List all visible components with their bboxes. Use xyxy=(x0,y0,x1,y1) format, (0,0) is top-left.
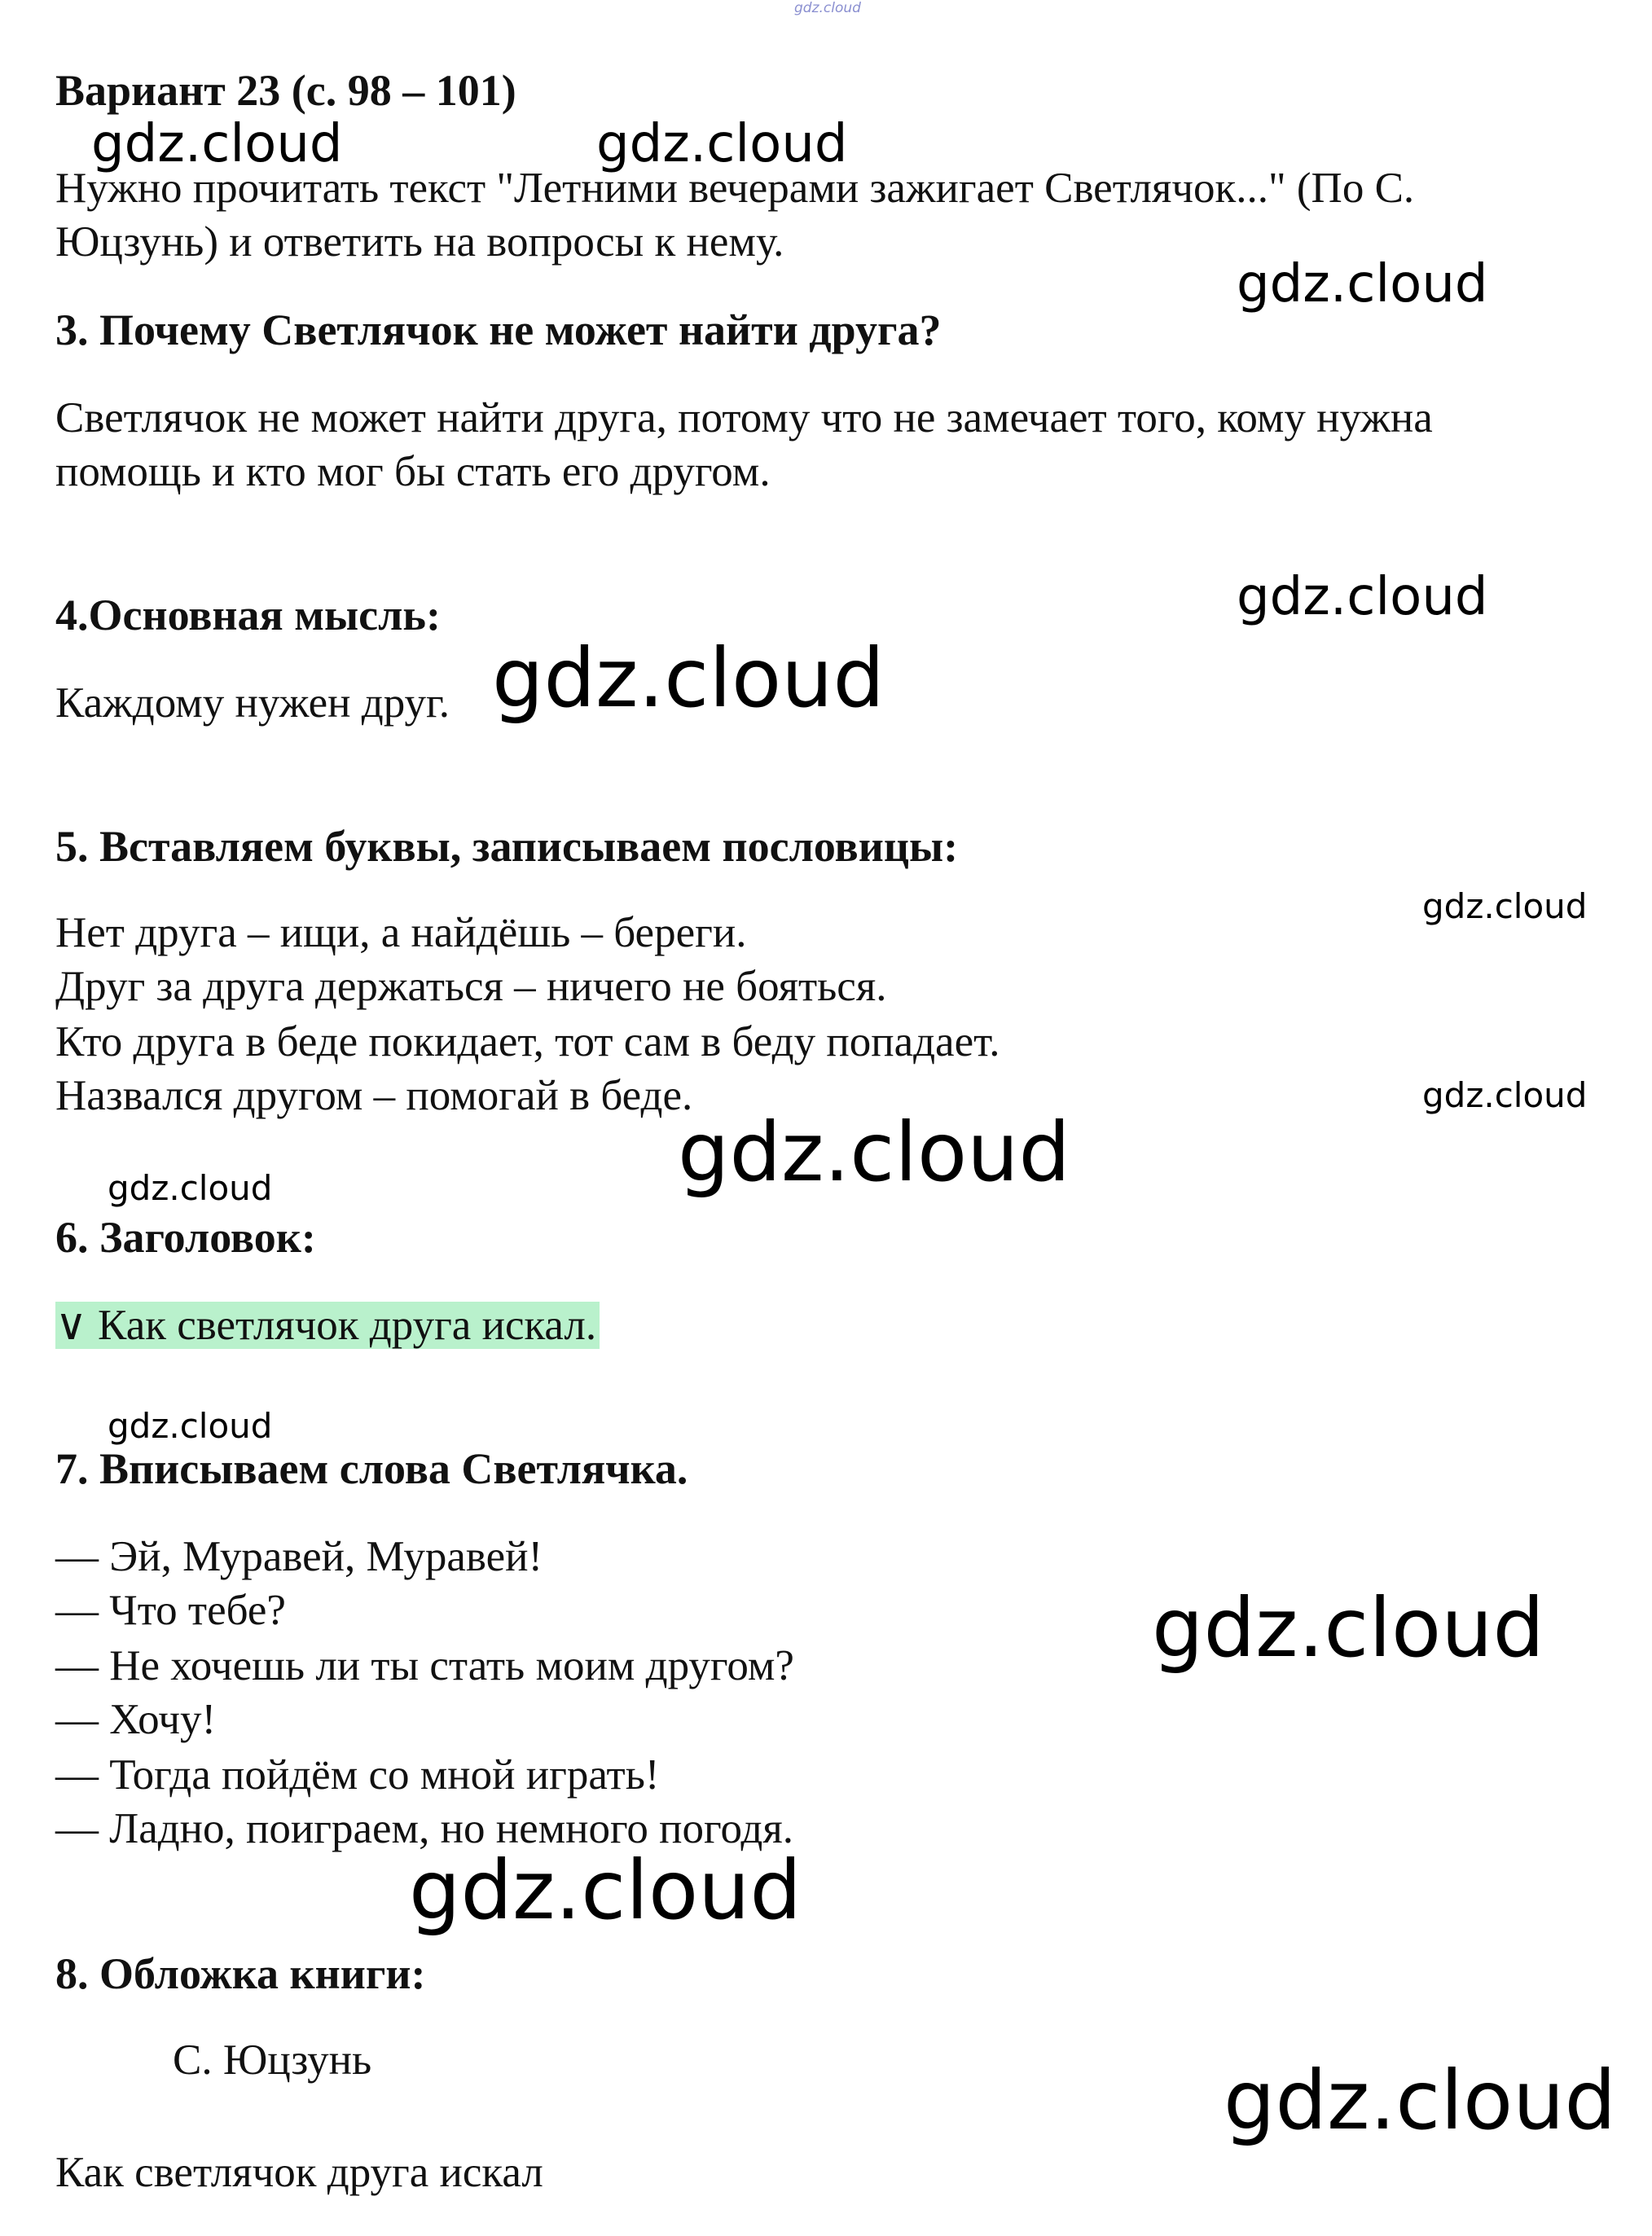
q4-answer: Каждому нужен друг. xyxy=(55,679,450,727)
watermark-1: gdz.cloud xyxy=(91,114,343,174)
watermark-12: gdz.cloud xyxy=(409,1843,802,1938)
proverb-2: Друг за друга держаться – ничего не бояться. xyxy=(55,963,887,1010)
dialog-line-2: — Что тебе? xyxy=(55,1587,286,1634)
q6-answer-highlight: ∨ Как светлячок друга искал. xyxy=(55,1302,600,1349)
watermark-4: gdz.cloud xyxy=(1237,567,1488,627)
watermark-13: gdz.cloud xyxy=(1224,2053,1617,2148)
q3-heading: 3. Почему Светлячок не может найти друга? xyxy=(55,305,942,354)
watermark-2: gdz.cloud xyxy=(596,114,848,174)
watermark-8: gdz.cloud xyxy=(678,1105,1071,1200)
intro-line-1: Нужно прочитать текст "Летними вечерами зажигает Светлячок..." (По С. xyxy=(55,165,1415,212)
q6-heading: 6. Заголовок: xyxy=(55,1213,316,1262)
dialog-line-6: — Ладно, поиграем, но немного погодя. xyxy=(55,1805,794,1852)
q8-heading: 8. Обложка книги: xyxy=(55,1949,426,1998)
dialog-line-4: — Хочу! xyxy=(55,1696,217,1743)
proverb-4: Назвался другом – помогай в беде. xyxy=(55,1072,693,1119)
cover-title: Как светлячок друга искал xyxy=(55,2149,543,2196)
proverb-1: Нет друга – ищи, а найдёшь – береги. xyxy=(55,909,747,956)
q7-heading: 7. Вписываем слова Светлячка. xyxy=(55,1444,688,1493)
watermark-9: gdz.cloud xyxy=(108,1168,273,1208)
proverb-3: Кто друга в беде покидает, тот сам в беду попадает. xyxy=(55,1018,1000,1065)
watermark-7: gdz.cloud xyxy=(1422,1075,1588,1115)
watermark-5: gdz.cloud xyxy=(492,630,885,726)
q3-answer-line-1: Светлячок не может найти друга, потому что не замечает того, кому нужна xyxy=(55,394,1433,441)
cover-author: С. Юцзунь xyxy=(173,2036,372,2084)
watermark-6: gdz.cloud xyxy=(1422,886,1588,926)
dialog-line-3: — Не хочешь ли ты стать моим другом? xyxy=(55,1642,794,1689)
watermark-tiny: gdz.cloud xyxy=(794,0,861,16)
intro-line-2: Юцзунь) и ответить на вопросы к нему. xyxy=(55,218,784,266)
q4-heading: 4.Основная мысль: xyxy=(55,591,441,639)
dialog-line-5: — Тогда пойдём со мной играть! xyxy=(55,1751,660,1799)
watermark-3: gdz.cloud xyxy=(1237,254,1488,314)
watermark-11: gdz.cloud xyxy=(1152,1580,1545,1676)
q3-answer-line-2: помощь и кто мог бы стать его другом. xyxy=(55,448,771,495)
watermark-10: gdz.cloud xyxy=(108,1406,273,1446)
page-title: Вариант 23 (с. 98 – 101) xyxy=(55,66,516,115)
dialog-line-1: — Эй, Муравей, Муравей! xyxy=(55,1533,543,1580)
q5-heading: 5. Вставляем буквы, записываем пословицы: xyxy=(55,822,959,871)
